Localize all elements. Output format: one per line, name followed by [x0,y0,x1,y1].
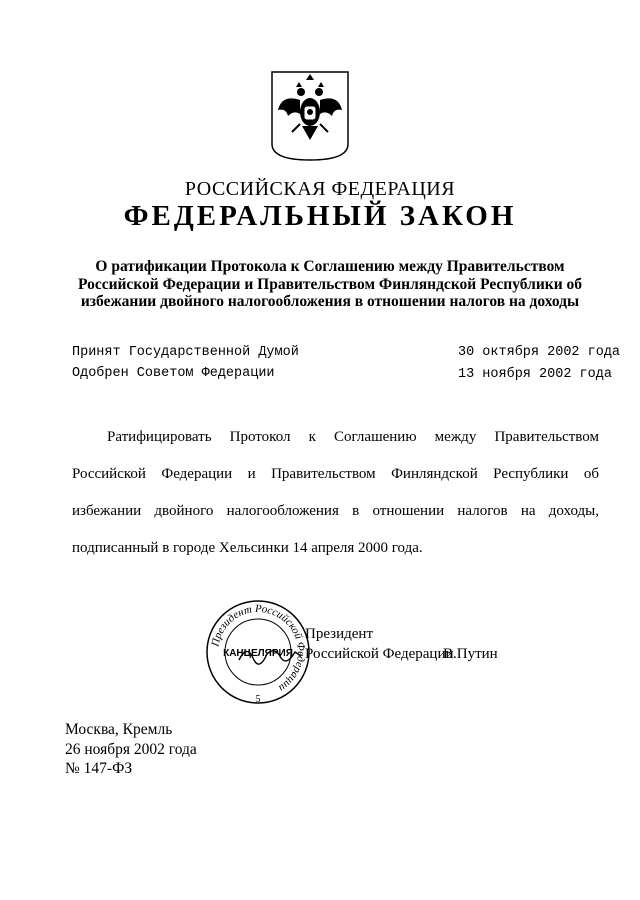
law-title [60,258,600,311]
body-line: Российской Федерации и Правительством Финляндской Республики об [72,466,599,482]
approved-date: 13 ноября 2002 года [458,367,612,382]
body-line: Ратифицировать Протокол к Соглашению между Правительством [107,429,599,445]
president-name: В.Путин [443,646,498,662]
footer-block [65,720,197,779]
adopted-date: 30 октября 2002 года [458,345,621,360]
footer-date: 26 ноября 2002 года [65,740,197,758]
body-line: избежании двойного налогообложения в отношении налогов на доходы, [72,503,599,519]
law-title-line: избежании двойного налогообложения в отношении налогов на доходы [80,293,580,310]
footer-number: № 147-ФЗ [65,760,133,777]
law-type-heading: ФЕДЕРАЛЬНЫЙ ЗАКОН [123,200,517,232]
body-line: подписанный в городе Хельсинки 14 апреля 2000 года. [72,540,423,556]
president-title [305,624,454,664]
stamp-ring-text: Президент Российской Федерации [209,602,308,695]
footer-place: Москва, Кремль [65,721,173,738]
approved-label: Одобрен Советом Федерации [72,366,275,381]
law-title-line: О ратификации Протокола к Соглашению между Правительством [95,258,565,275]
coat-of-arms-icon [270,70,350,162]
signature-scribble [235,640,305,670]
president-title-line: Российской Федерации [305,646,454,662]
president-title-line: Президент [305,626,373,642]
adopted-label: Принят Государственной Думой [72,345,299,360]
law-title-line: Российской Федерации и Правительством Финляндской Республики об [77,275,583,293]
stamp-center-text: КАНЦЕЛЯРИЯ [223,648,293,659]
law-body [72,426,599,574]
country-heading: РОССИЙСКАЯ ФЕДЕРАЦИЯ [184,178,456,200]
stamp-number: 5 [255,694,261,705]
